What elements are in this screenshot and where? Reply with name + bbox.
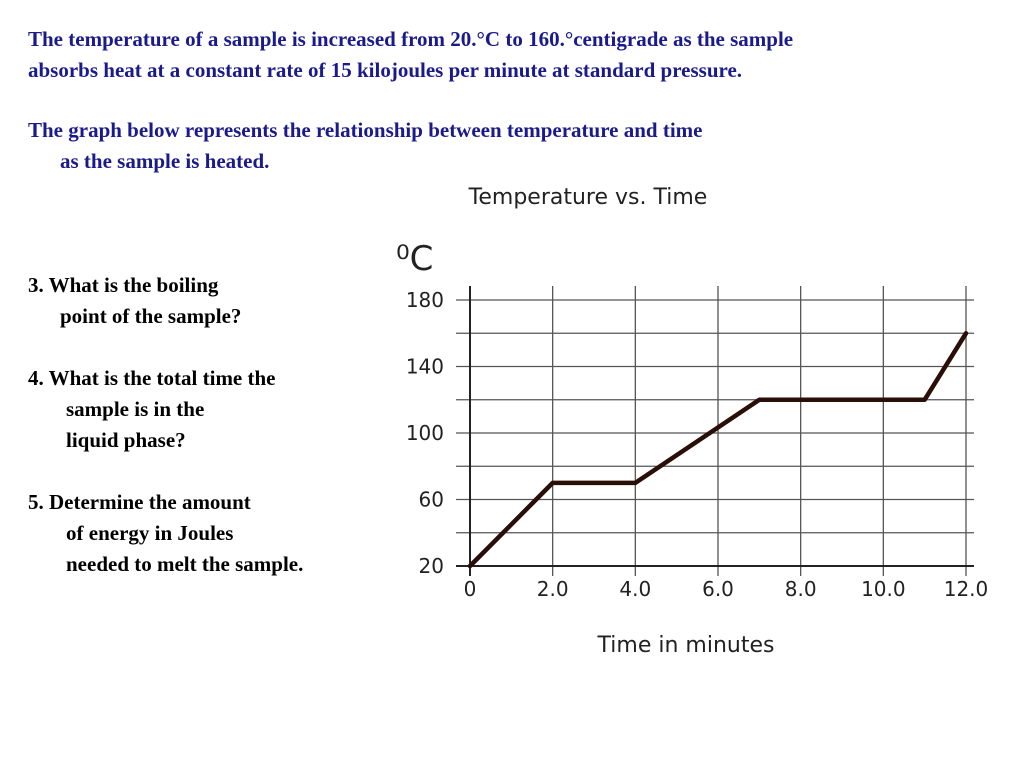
y-tick-label: 180 <box>405 288 444 312</box>
question-4-line-3: liquid phase? <box>66 428 186 452</box>
intro-text <box>28 24 988 177</box>
question-5-line-2: of energy in Joules <box>66 521 234 545</box>
intro-line-2: absorbs heat at a constant rate of 15 kilojoules per minute at standard pressure. <box>28 58 743 82</box>
intro-line-3: The graph below represents the relationship between temperature and time <box>28 118 703 142</box>
y-axis-label: ⁰C <box>396 239 434 279</box>
question-5-line-1: 5. Determine the amount <box>28 490 251 514</box>
question-3-line-2: point of the sample? <box>60 304 242 328</box>
x-tick-label: 6.0 <box>702 577 734 601</box>
x-tick-labels <box>464 577 989 601</box>
temperature-time-chart <box>390 178 1000 668</box>
y-tick-label: 60 <box>418 487 444 512</box>
question-3-line-1: 3. What is the boiling <box>28 273 219 297</box>
x-tick-label: 12.0 <box>943 577 989 601</box>
x-tick-label: 8.0 <box>784 577 817 601</box>
question-4-line-2: sample is in the <box>66 397 205 421</box>
y-tick-labels <box>406 288 444 578</box>
x-tick-label: 2.0 <box>536 577 569 601</box>
question-5-line-3: needed to melt the sample. <box>66 552 304 576</box>
x-tick-label: 0 <box>463 577 477 601</box>
x-tick-label: 4.0 <box>619 577 652 601</box>
x-axis-label: Time in minutes <box>597 633 775 658</box>
intro-line-1: The temperature of a sample is increased from 20.°C to 160.°centigrade as the sample <box>28 27 794 51</box>
intro-line-4: as the sample is heated. <box>60 149 270 173</box>
y-tick-label: 20 <box>418 554 444 578</box>
x-tick-label: 10.0 <box>861 577 906 601</box>
chart-title: Temperature vs. Time <box>468 185 708 210</box>
question-4-line-1: 4. What is the total time the <box>28 366 276 390</box>
y-tick-label: 100 <box>405 421 444 445</box>
question-list <box>28 270 388 580</box>
y-tick-label: 140 <box>405 354 444 379</box>
